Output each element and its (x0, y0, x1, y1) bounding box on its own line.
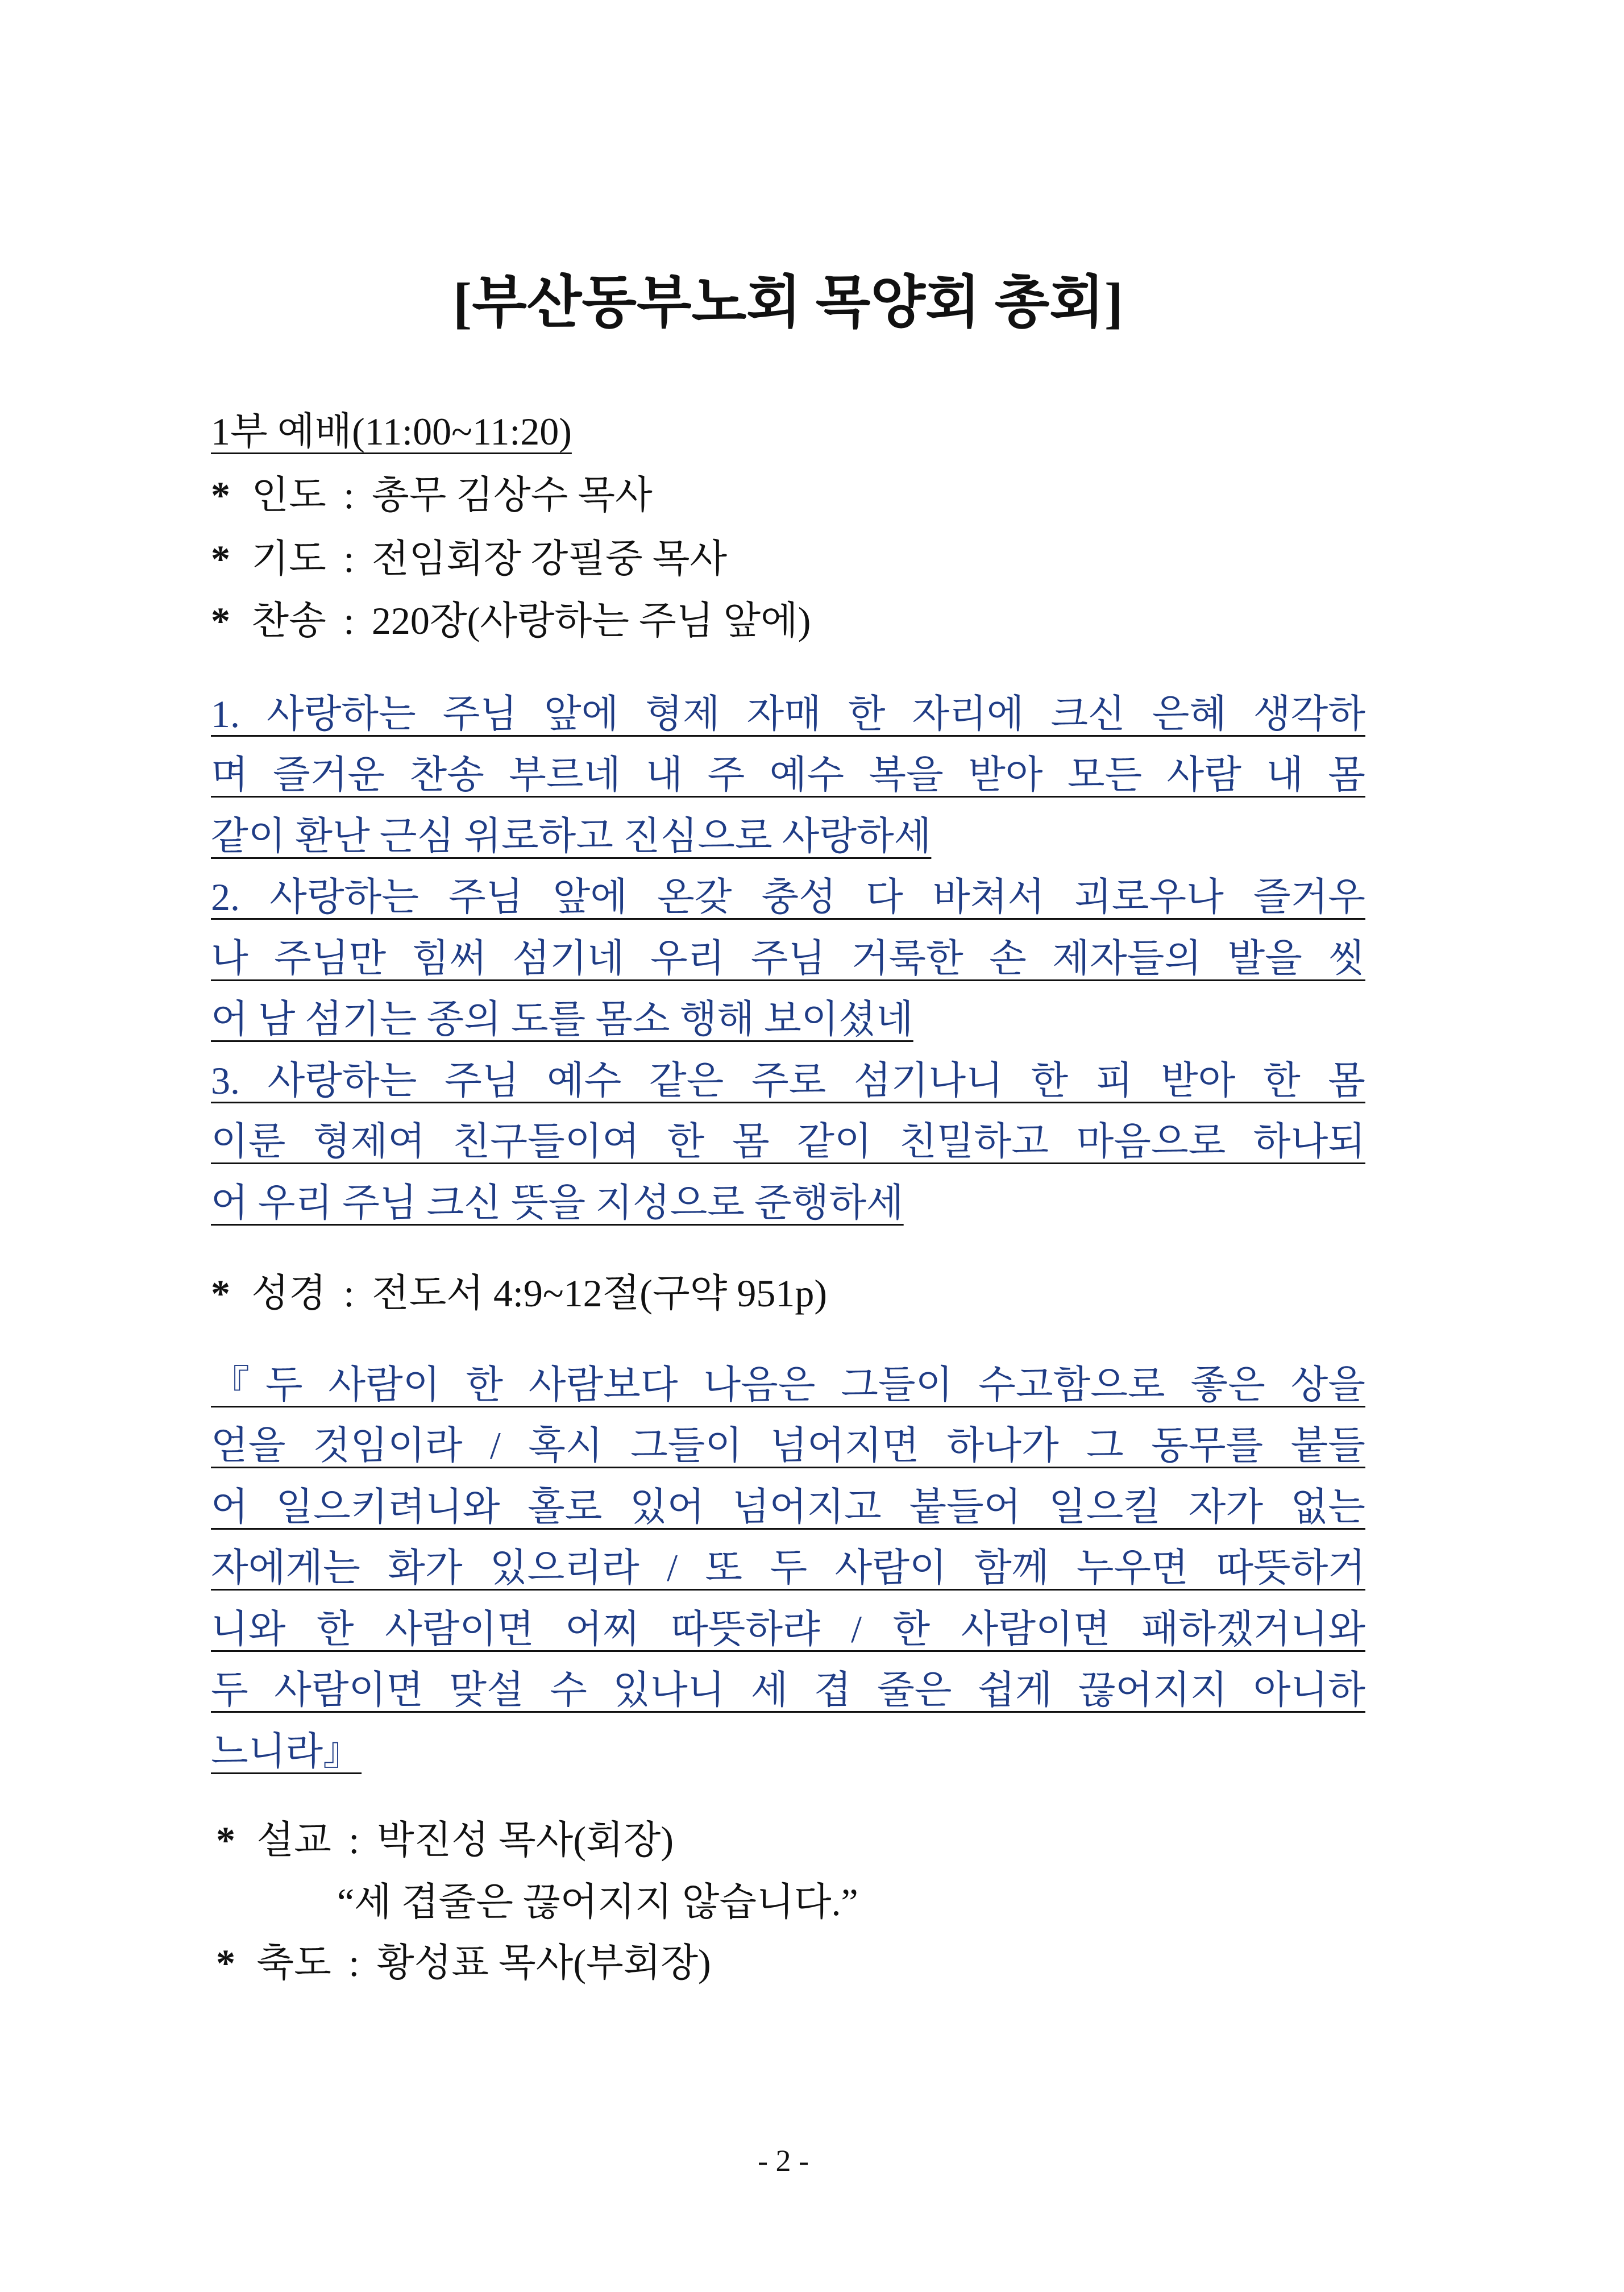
order-item-sermon (216, 1812, 674, 1869)
item-label: 인도 (251, 474, 326, 517)
item-separator: : (343, 599, 355, 642)
scripture-text-line: 얻을 것임이라 / 혹시 그들이 넘어지면 하나가 그 동무를 붙들 (211, 1424, 1365, 1467)
order-item-prayer (211, 530, 727, 587)
item-label: 축도 (256, 1941, 331, 1984)
scripture-text-line: 자에게는 화가 있으리라 / 또 두 사람이 함께 누우면 따뜻하거 (211, 1546, 1365, 1589)
bullet-marker: * (211, 537, 230, 580)
item-separator: : (343, 1272, 355, 1315)
order-item-benediction (216, 1934, 711, 1991)
sermon-title: “세 겹줄은 끊어지지 않습니다.” (337, 1880, 858, 1924)
bullet-marker: * (216, 1818, 235, 1862)
page-number: - 2 - (758, 2144, 809, 2178)
order-item-hymn (211, 592, 811, 649)
item-label: 기도 (251, 537, 326, 580)
bullet-marker: * (211, 1272, 230, 1315)
hymn-lyric-line: 며 즐거운 찬송 부르네 내 주 예수 복을 받아 모든 사람 내 몸 (211, 753, 1365, 796)
scripture-text-line: 어 일으키려니와 홀로 있어 넘어지고 붙들어 일으킬 자가 없는 (211, 1485, 1365, 1529)
item-separator: : (348, 1941, 360, 1984)
hymn-lyric-line: 어 남 섬기는 종의 도를 몸소 행해 보이셨네 (211, 998, 913, 1041)
scripture-text-line: 느니라』 (211, 1730, 362, 1773)
hymn-lyric-line: 3. 사랑하는 주님 예수 같은 주로 섬기나니 한 피 받아 한 몸 (211, 1059, 1365, 1102)
hymn-lyric-line: 어 우리 주님 크신 뜻을 지성으로 준행하세 (211, 1181, 904, 1224)
hymn-lyric-line: 이룬 형제여 친구들이여 한 몸 같이 친밀하고 마음으로 하나되 (211, 1120, 1365, 1163)
section-heading: 1부 예배(11:00~11:20) (211, 410, 572, 453)
item-value: 전임회장 강필중 목사 (371, 537, 728, 580)
item-value: 220장(사랑하는 주님 앞에) (371, 599, 811, 642)
item-label: 설교 (256, 1818, 331, 1862)
item-label: 찬송 (251, 599, 326, 642)
hymn-lyric-line: 2. 사랑하는 주님 앞에 온갖 충성 다 바쳐서 괴로우나 즐거우 (211, 875, 1365, 919)
hymn-lyric-line: 같이 환난 근심 위로하고 진심으로 사랑하세 (211, 815, 932, 858)
item-separator: : (348, 1818, 360, 1862)
scripture-text-line: 두 사람이면 맞설 수 있나니 세 겹 줄은 쉽게 끊어지지 아니하 (211, 1668, 1365, 1712)
item-value: 총무 김상수 목사 (371, 474, 653, 517)
scripture-text-line: 『두 사람이 한 사람보다 나음은 그들이 수고함으로 좋은 상을 (211, 1363, 1365, 1406)
item-label: 성경 (251, 1272, 326, 1315)
hymn-lyric-line: 1. 사랑하는 주님 앞에 형제 자매 한 자리에 크신 은혜 생각하 (211, 692, 1365, 736)
order-item-scripture (211, 1265, 827, 1322)
hymn-lyric-line: 나 주님만 힘써 섬기네 우리 주님 거룩한 손 제자들의 발을 씻 (211, 937, 1365, 980)
order-item-leader (211, 467, 653, 524)
bullet-marker: * (211, 474, 230, 517)
item-separator: : (343, 537, 355, 580)
bullet-marker: * (211, 599, 230, 642)
item-value: 황성표 목사(부회장) (376, 1941, 711, 1984)
scripture-text-line: 니와 한 사람이면 어찌 따뜻하랴 / 한 사람이면 패하겠거니와 (211, 1608, 1365, 1651)
item-value: 전도서 4:9~12절(구약 951p) (371, 1272, 827, 1315)
item-separator: : (343, 474, 355, 517)
page-title: [부산동부노회 목양회 총회] (452, 271, 1124, 334)
bullet-marker: * (216, 1941, 235, 1984)
item-value: 박진성 목사(회장) (376, 1818, 674, 1862)
